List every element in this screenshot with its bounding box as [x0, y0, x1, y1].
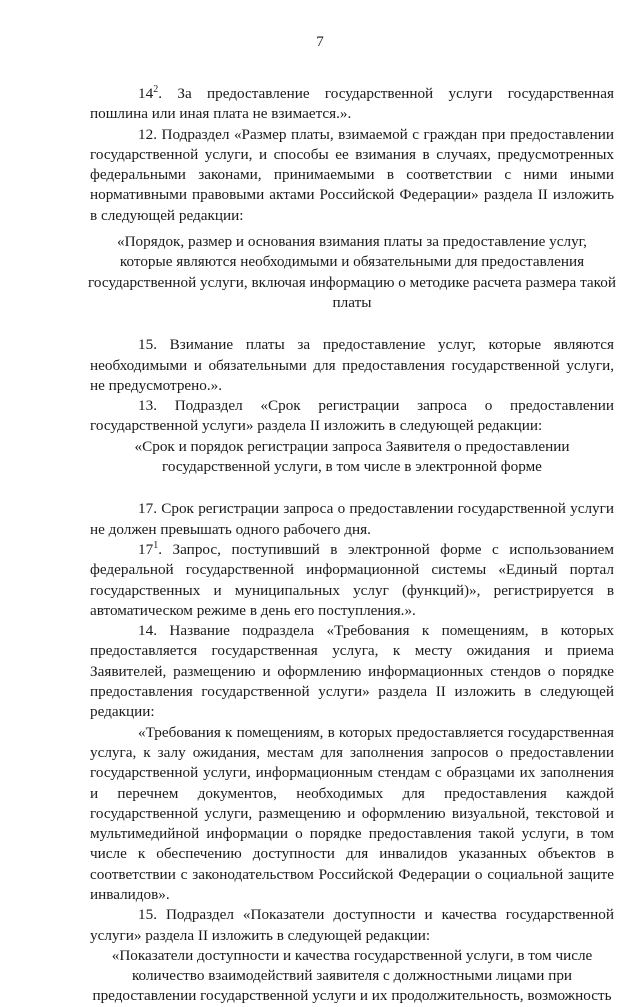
- paragraph-13: 13. Подраздел «Срок регистрации запроса о предоставлении государственной услуги» раздела II изложить в следующей редакции:: [90, 397, 614, 435]
- heading-fee-line-3: государственной услуги, включая информацию о методике расчета размера такой: [88, 273, 616, 291]
- paragraph-text: . Запрос, поступивший в электронной форме с использованием федеральной государственной информационной системы «Единый портал государственных и муниципальных услуг (функций)», регистрируется в автоматическом режиме в день его поступления.».: [90, 540, 614, 619]
- page-number: 7: [316, 34, 324, 50]
- paragraph-15: 15. Взимание платы за предоставление услуг, которые являются необходимыми и обязательными для предоставления государственной услуги, не предусмотрено.».: [90, 336, 614, 394]
- paragraph-superscript: 2: [153, 83, 159, 95]
- paragraph-superscript: 1: [153, 539, 159, 551]
- heading-registration-line-1: «Срок и порядок регистрации запроса Заявителя о предоставлении: [134, 437, 570, 455]
- paragraph-number: 14: [138, 85, 154, 102]
- paragraph-14: 14. Название подраздела «Требования к помещениям, в которых предоставляется государственная услуга, к месту ожидания и приема Заявителей, размещению и оформлению информационных стендов о порядке предоставления государственной услуги» раздела II изложить в следующей редакции:: [90, 622, 614, 721]
- paragraph-15b: 15. Подраздел «Показатели доступности и качества государственной услуги» раздела II изложить в следующей редакции:: [90, 906, 614, 944]
- heading-fee-line-1: «Порядок, размер и основания взимания платы за предоставление услуг,: [117, 233, 587, 251]
- document-body: [90, 84, 614, 1007]
- heading-indicators-line-3: предоставлении государственной услуги и их продолжительность, возможность: [92, 987, 612, 1005]
- heading-fee-line-4: платы: [332, 293, 372, 311]
- paragraph-text: . За предоставление государственной услуги государственная пошлина или иная плата не взимается.».: [90, 85, 614, 123]
- heading-registration-line-2: государственной услуги, в том числе в электронной форме: [162, 458, 542, 476]
- paragraph-14-2: [90, 84, 614, 125]
- heading-indicators-line-1: «Показатели доступности и качества государственной услуги, в том числе: [111, 946, 593, 964]
- paragraph-requirements: «Требования к помещениям, в которых предоставляется государственная услуга, к залу ожидания, местам для заполнения запросов о предоставлении государственной услуги, информационным стендам с образцами их заполнения и перечнем документов, необходимых для предоставления каждой государственной услуги, размещению и оформлению визуальной, текстовой и мультимедийной информации о порядке предоставления такой услуги, в том числе к обеспечению доступности для инвалидов указанных объектов в соответствии с законодательством Российской Федерации о социальной защите инвалидов».: [90, 723, 614, 903]
- paragraph-17: 17. Срок регистрации запроса о предоставлении государственной услуги не должен превышать одного рабочего дня.: [90, 500, 614, 538]
- paragraph-17-1: [90, 540, 614, 621]
- heading-fee-line-2: которые являются необходимыми и обязательными для предоставления: [119, 253, 585, 271]
- paragraph-number: 17: [138, 540, 154, 558]
- paragraph-12: 12. Подраздел «Размер платы, взимаемой с граждан при предоставлении государственной услуги, и способы ее взимания в случаях, предусмотренных федеральными законами, принимаемыми в соответствии с ними иными нормативными правовыми актами Российской Федерации» раздела II изложить в следующей редакции:: [90, 125, 614, 224]
- heading-indicators-line-2: количество взаимодействий заявителя с должностными лицами при: [131, 967, 573, 985]
